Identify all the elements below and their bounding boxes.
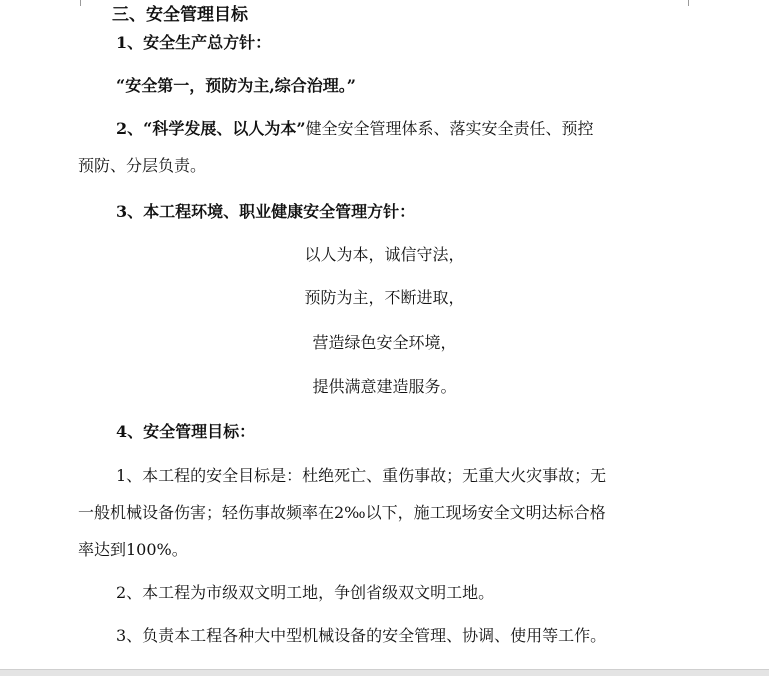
target-p1-line-2: 一般机械设备伤害；轻伤事故频率在2‰以下，施工现场安全文明达标合格 (78, 503, 606, 522)
section-title: 三、安全管理目标 (112, 5, 248, 25)
target-heading: 4、安全管理目标： (116, 422, 256, 441)
paragraph-2-bold: 2、“科学发展、以人为本” (116, 119, 306, 138)
bottom-scrollbar-edge (0, 669, 769, 676)
paragraph-2-line-1 (116, 118, 594, 140)
target-p1-line-3: 率达到100%。 (78, 540, 188, 559)
env-line: 营造绿色安全环境， (312, 333, 457, 352)
target-p2: 2、本工程为市级双文明工地，争创省级双文明工地。 (116, 583, 495, 602)
env-line: 预防为主，不断进取， (304, 288, 465, 307)
target-p1-line-1: 1、本工程的安全目标是：杜绝死亡、重伤事故；无重大火灾事故；无 (116, 466, 607, 485)
env-line: 以人为本，诚信守法， (304, 245, 465, 264)
crop-mark-left (80, 0, 81, 6)
paragraph-2-rest: 健全安全管理体系、落实安全责任、预控 (305, 119, 594, 138)
paragraph-2-line-2: 预防、分层负责。 (78, 156, 207, 175)
target-p3: 3、负责本工程各种大中型机械设备的安全管理、协调、使用等工作。 (116, 626, 607, 645)
policy-text: “安全第一，预防为主,综合治理。” (116, 76, 356, 95)
policy-heading: 1、安全生产总方针： (116, 33, 272, 52)
env-heading: 3、本工程环境、职业健康安全管理方针： (116, 202, 416, 221)
env-line: 提供满意建造服务。 (312, 377, 457, 396)
crop-mark-right (688, 0, 689, 6)
